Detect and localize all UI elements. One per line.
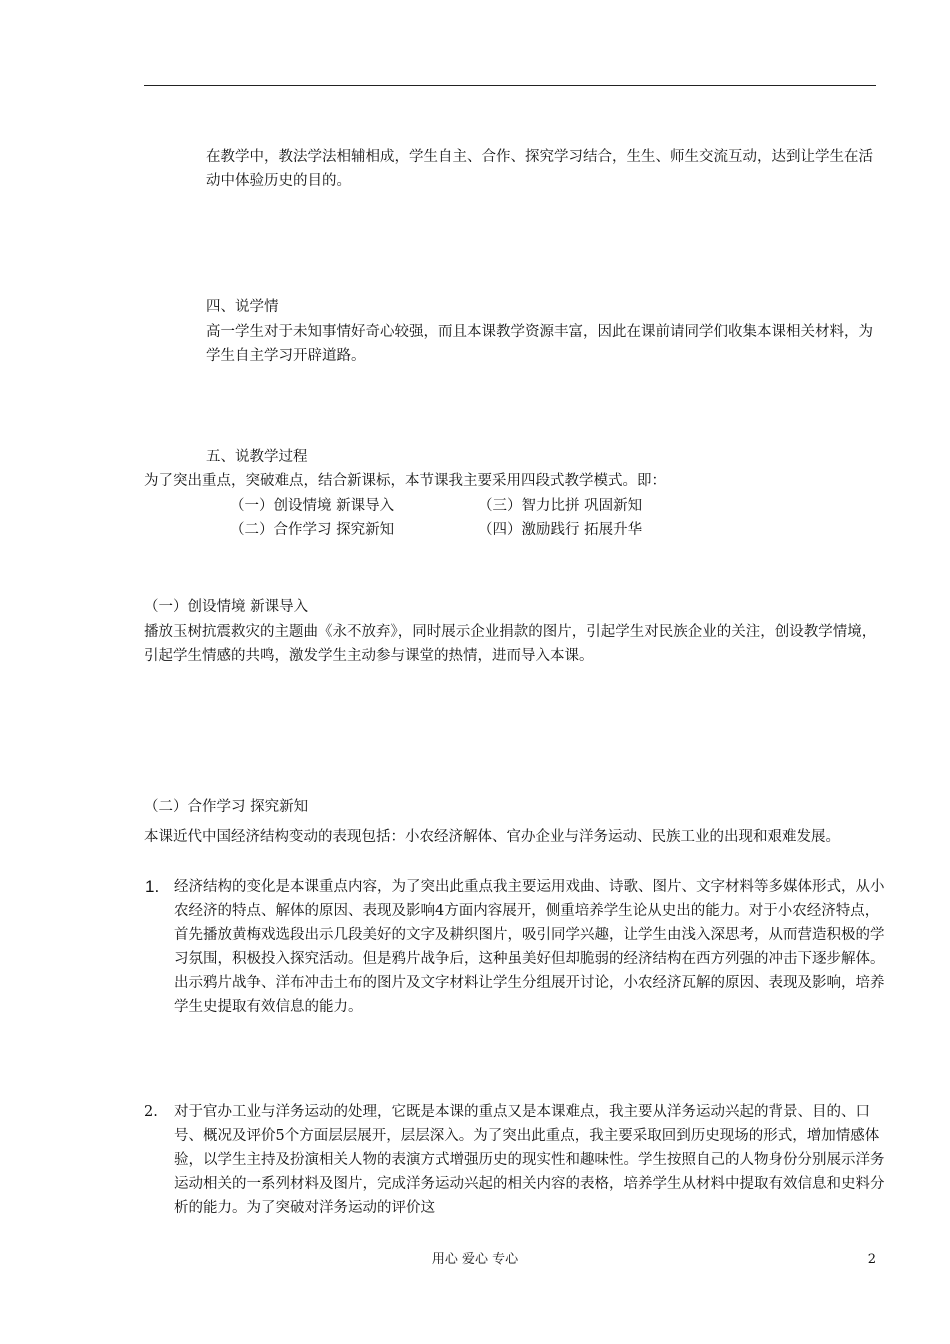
phase-item-4: （四）激励践行 拓展升华 — [478, 522, 643, 538]
section-4-body: 高一学生对于未知事情好奇心较强，而且本课教学资源丰富，因此在课前请同学们收集本课相关材料，为学生自主学习开辟道路。 — [206, 324, 873, 364]
phase-item-3: （三）智力比拼 巩固新知 — [478, 498, 643, 514]
part-2-heading: （二）合作学习 探究新知 — [144, 799, 309, 815]
header-rule — [144, 85, 876, 86]
section-5-intro: 为了突出重点，突破难点，结合新课标，本节课我主要采用四段式教学模式。即： — [144, 473, 666, 489]
page-number: 2 — [867, 1252, 876, 1267]
list-item-text: 经济结构的变化是本课重点内容，为了突出此重点我主要运用戏曲、诗歌、图片、文字材料等多媒体形式，从小农经济的特点、解体的原因、表现及影响4方面内容展开，侧重培养学生论从史出的能力。对于小农经济特点，首先播放黄梅戏选段出示几段美好的文字及耕织图片，吸引同学兴趣，让学生由浅入深思考，从而营造积极的学习氛围，积极投入探究活动。但是鸦片战争后，这种虽美好但却脆弱的经济结构在西方列强的冲击下逐步解体。出示鸦片战争、洋布冲击土布的图片及文字材料让学生分组展开讨论，小农经济瓦解的原因、表现及影响，培养学生史提取有效信息的能力。 — [174, 879, 885, 1015]
list-item-number: 1. — [145, 877, 160, 896]
part-2-intro: 本课近代中国经济结构变动的表现包括：小农经济解体、官办企业与洋务运动、民族工业的出现和艰难发展。 — [144, 829, 840, 845]
footer-motto: 用心 爱心 专心 — [431, 1252, 519, 1267]
phase-item-2: （二）合作学习 探究新知 — [230, 522, 395, 538]
list-item-number: 2. — [144, 1104, 158, 1120]
phase-item-1: （一）创设情境 新课导入 — [230, 498, 395, 514]
intro-paragraph: 在教学中，教法学法相辅相成，学生自主、合作、探究学习结合，生生、师生交流互动，达到让学生在活动中体验历史的目的。 — [206, 149, 873, 189]
part-1-heading: （一）创设情境 新课导入 — [144, 599, 309, 615]
section-4-heading: 四、说学情 — [206, 299, 279, 315]
section-5-heading: 五、说教学过程 — [206, 449, 308, 465]
list-item-text: 对于官办工业与洋务运动的处理，它既是本课的重点又是本课难点，我主要从洋务运动兴起的背景、目的、口号、概况及评价5个方面层层展开，层层深入。为了突出此重点，我主要采取回到历史现场的形式，增加情感体验，以学生主持及扮演相关人物的表演方式增强历史的现实性和趣味性。学生按照自己的人物身份分别展示洋务运动相关的一系列材料及图片，完成洋务运动兴起的相关内容的表格，培养学生从材料中提取有效信息和史料分析的能力。为了突破对洋务运动的评价这 — [174, 1104, 885, 1216]
part-1-body: 播放玉树抗震救灾的主题曲《永不放弃》，同时展示企业捐款的图片，引起学生对民族企业的关注，创设教学情境，引起学生情感的共鸣，激发学生主动参与课堂的热情，进而导入本课。 — [144, 624, 877, 664]
